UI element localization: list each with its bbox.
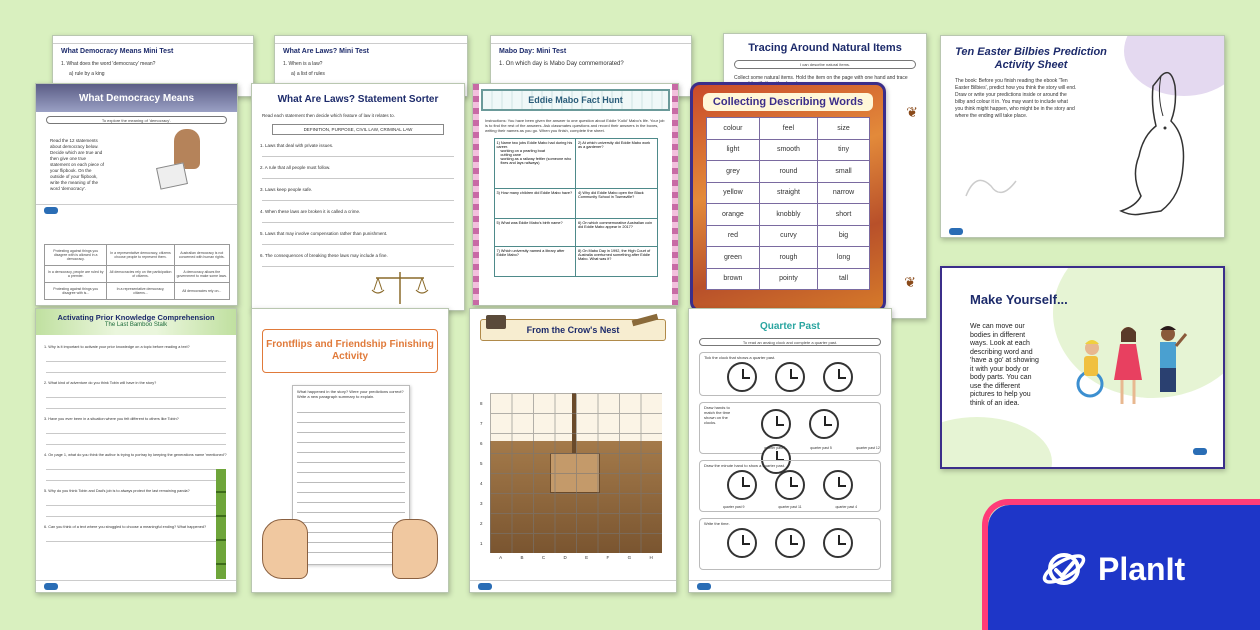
word-cell: round xyxy=(759,161,817,183)
table-row xyxy=(707,268,870,290)
instructions: Read each statement then decide which feature of law it relates to. xyxy=(262,113,395,118)
fact-cell: 4) Why did Eddie Mabo open the Black Community School in Townsville? xyxy=(576,189,658,219)
sheet-title: From the Crow's Nest xyxy=(526,325,620,335)
fact-bullet: working as a railway fettler (someone who fixes and lays railways) xyxy=(500,157,572,165)
word-cell: straight xyxy=(759,182,817,204)
page-footer xyxy=(689,580,891,592)
grid-label: 8 xyxy=(480,400,483,406)
children-illustration-icon xyxy=(1070,320,1190,420)
table-row xyxy=(707,204,870,226)
logo-icon xyxy=(949,228,963,235)
clock-label: quarter past 1 xyxy=(764,446,786,450)
word-cell: yellow xyxy=(707,182,760,204)
word-cell: smooth xyxy=(759,139,817,161)
question-text: 3. Have you ever been in a situation where you felt different to others like Tobin? xyxy=(44,417,179,421)
grid-label: D xyxy=(563,555,567,560)
title-banner xyxy=(36,84,237,112)
word-cell: brown xyxy=(707,268,760,290)
frontflips-sheet xyxy=(251,308,449,593)
sheet-title: What Democracy Means xyxy=(78,92,195,104)
name-date-strip xyxy=(491,36,691,44)
grid-label: G xyxy=(627,555,632,560)
easter-bilbies-sheet xyxy=(940,35,1225,238)
clock-icon xyxy=(775,528,805,558)
grid-label: H xyxy=(649,555,653,560)
statement-item: 4. When these laws are broken it is called a crime. xyxy=(260,209,361,214)
table-row xyxy=(707,139,870,161)
word-cell: light xyxy=(707,139,760,161)
task-instruction: Draw hands to match the time shown on the clocks. xyxy=(704,405,731,425)
instructions: Instructions: You have been given the answer to one question about Eddie 'Koiki' Mabo's life. Your job is to find the rest of the answers. Ask classmates questions and record their answers in the boxes, writing their names as you go. When you finish, complete the sheet. xyxy=(485,118,665,133)
statement-cell: Protesting against things you disagree with is... xyxy=(45,283,107,300)
task-panel xyxy=(699,460,881,512)
leaf-decoration-icon: ❦ xyxy=(904,274,916,290)
clock-icon xyxy=(823,528,853,558)
instructions: The book: Before you finish reading the ebook 'Ten Easter Bilbies', predict how you think the story will end. Draw or write your predictions inside or around the bilby and colour it in. You may want to include what you think might happen, who might be in the story and where the ending will take place. xyxy=(955,78,1077,119)
grid-label: 7 xyxy=(480,420,483,426)
learning-objective: To explore the meaning of 'democracy'. xyxy=(46,116,227,124)
sheet-title: Collecting Describing Words xyxy=(703,93,873,111)
bilby-outline-icon xyxy=(1101,66,1211,226)
clock-icon xyxy=(761,409,791,439)
fact-cell: 6) On which commemorative Australian coin did Eddie Mabo appear in 2017? xyxy=(576,219,658,247)
sheet-title: Quarter Past xyxy=(759,321,821,332)
word-cell: green xyxy=(707,247,760,269)
word-cell: tall xyxy=(818,268,870,290)
clock-icon xyxy=(823,470,853,500)
sheet-title: What Are Laws? Mini Test xyxy=(283,48,369,55)
column-header: feel xyxy=(759,118,817,140)
table-row xyxy=(707,182,870,204)
task-instruction: Write the time. xyxy=(704,521,730,526)
grid-label: A xyxy=(499,555,503,560)
task-instruction: Draw the minute hand to show a quarter past. xyxy=(704,463,785,468)
planet-logo-icon xyxy=(1040,545,1088,593)
question-text: 4. On page 1, what do you think the author is trying to portray by keeping the generations name 'mentioned'? xyxy=(44,453,227,457)
title-banner xyxy=(481,89,670,111)
instructions: Read the 12 statements about democracy below. Decide which are true and then give one true statement on each piece of your flipbook. On the outside of your flipbook, write the meaning of the word 'democracy'. xyxy=(50,138,105,191)
clock-icon xyxy=(727,470,757,500)
statements-table xyxy=(44,244,230,300)
question-text: 1. On which day is Mabo Day commemorated? xyxy=(499,61,624,67)
name-date-strip xyxy=(53,36,253,44)
describing-words-sheet xyxy=(690,82,886,312)
writing-prompt: Write a new paragraph summary to explain. xyxy=(297,394,375,399)
clock-label: quarter past 4 xyxy=(835,505,858,509)
name-date-strip xyxy=(275,36,467,44)
row-labels xyxy=(480,393,483,553)
swirl-decoration-icon xyxy=(961,166,1021,206)
task-panel xyxy=(699,402,881,454)
task-instruction: Tick the clock that shows a quarter past. xyxy=(704,355,776,360)
grid-label: B xyxy=(520,555,524,560)
sheet-title: Mabo Day: Mini Test xyxy=(499,48,567,55)
make-yourself-sheet xyxy=(940,266,1225,469)
pattern-border xyxy=(672,84,678,305)
right-hand-icon xyxy=(392,519,438,579)
question-text: 1) Name two jobs Eddie Mabo had during his career. xyxy=(496,141,573,149)
title-banner xyxy=(36,309,236,335)
clock-label: quarter past 12 xyxy=(856,446,880,450)
page-footer xyxy=(470,580,676,592)
fact-cell: 5) What was Eddie Mabo's birth name? xyxy=(494,219,576,247)
left-hand-icon xyxy=(262,519,308,579)
grid-label: 4 xyxy=(480,480,483,486)
statement-item: 1. Laws that deal with private issues. xyxy=(260,143,334,148)
grid-label: 6 xyxy=(480,440,483,446)
word-cell: grey xyxy=(707,161,760,183)
word-cell: small xyxy=(818,161,870,183)
clock-icon xyxy=(809,409,839,439)
word-cell: big xyxy=(818,225,870,247)
question-text: 1. Why is it important to activate your prior knowledge on a topic before reading a text? xyxy=(44,345,190,349)
logo-icon xyxy=(1193,448,1207,455)
page-footer xyxy=(36,580,236,592)
question-text: 1. What does the word 'democracy' mean? xyxy=(61,61,156,67)
statement-item: 5. Laws that may involve compensation rather than punishment. xyxy=(260,231,388,236)
fact-cell: 3) How many children did Eddie Mabo have? xyxy=(494,189,576,219)
answer-option: a) rule by a king xyxy=(69,71,105,77)
clock-icon xyxy=(727,528,757,558)
coordinate-grid xyxy=(490,393,662,553)
hand-ballot-illustration xyxy=(154,129,204,189)
fact-cell: 7) Which university named a library after Eddie Mabo? xyxy=(494,247,576,277)
statement-item: 2. A rule that all people must follow. xyxy=(260,165,331,170)
grid-label: C xyxy=(541,555,546,560)
categories-box: DEFINITION, PURPOSE, CIVIL LAW, CRIMINAL LAW xyxy=(272,124,444,135)
quarter-past-sheet xyxy=(688,308,892,593)
question-text: 5. Why do you think Tobin and Dad's job is to always protect the last remaining panda? xyxy=(44,489,190,493)
table-header-row xyxy=(707,118,870,140)
grid-label: 5 xyxy=(480,460,483,466)
task-panel xyxy=(699,518,881,570)
fact-bullet: cutting cane xyxy=(500,153,521,157)
treasure-chest-icon xyxy=(486,315,506,329)
statement-cell: In a representative democracy, citizens... xyxy=(107,283,174,300)
sheet-title: Make Yourself... xyxy=(970,292,1068,307)
brand-name: PlanIt xyxy=(1098,551,1186,587)
word-cell: red xyxy=(707,225,760,247)
word-cell: knobbly xyxy=(759,204,817,226)
question-text: 1. When is a law? xyxy=(283,61,323,67)
sheet-title: Tracing Around Natural Items xyxy=(748,42,902,54)
grid-label: 1 xyxy=(480,540,483,546)
clock-icon xyxy=(775,362,805,392)
question-text: 2. What kind of adventure do you think Tobin will have in the story? xyxy=(44,381,157,385)
clock-icon xyxy=(823,362,853,392)
democracy-means-sheet xyxy=(35,83,238,306)
word-cell: short xyxy=(818,204,870,226)
fact-bullet: working on a pearling boat xyxy=(500,149,546,153)
describing-words-table xyxy=(706,117,870,290)
statement-item: 3. Laws keep people safe. xyxy=(260,187,313,192)
crows-nest-sheet xyxy=(469,308,677,593)
table-row xyxy=(707,225,870,247)
green-blob-decoration xyxy=(940,417,1052,469)
writing-lines xyxy=(297,403,405,553)
scales-of-justice-icon xyxy=(370,270,430,306)
column-header: size xyxy=(818,118,870,140)
clock-label: quarter past 11 xyxy=(778,505,802,509)
page-footer xyxy=(36,204,237,214)
statement-cell: Protesting against things you disagree with is allowed in a democracy. xyxy=(45,245,107,266)
instructions: Collect some natural items. Hold the item on the page with one hand and trace xyxy=(734,75,908,81)
word-cell: rough xyxy=(759,247,817,269)
sheet-title: What Democracy Means Mini Test xyxy=(61,48,174,55)
grid-label: F xyxy=(606,555,610,560)
sheet-title: Ten Easter Bilbies Prediction Activity Sheet xyxy=(955,46,1107,71)
statement-cell: In a democracy, people are ruled by a premier. xyxy=(45,266,107,283)
learning-objective: I can describe natural items. xyxy=(734,60,916,69)
statement-cell: All democracies rely on... xyxy=(174,283,229,300)
fact-cell: 8) On Mabo Day in 1992, the High Court of Australia overturned something after Eddie Mabo. What was it? xyxy=(576,247,658,277)
ship-deck-illustration xyxy=(490,393,662,553)
sheet-title: What Are Laws? Statement Sorter xyxy=(277,94,439,105)
prior-knowledge-sheet xyxy=(35,308,237,593)
body-text: We can move our bodies in different ways. Look at each describing word and 'have a go' at showing it with your body or body parts. You can use the different pictures to help you think of an idea. xyxy=(970,323,1039,407)
leaf-decoration-icon: ❦ xyxy=(906,104,918,120)
fact-cell xyxy=(494,139,576,189)
word-cell: orange xyxy=(707,204,760,226)
table-row xyxy=(707,247,870,269)
statement-cell: A democracy allows the government to make some laws. xyxy=(174,266,229,283)
logo-icon xyxy=(44,207,58,214)
statement-cell: In a representative democracy, citizens choose people to represent them. xyxy=(107,245,174,266)
fact-hunt-table xyxy=(494,138,658,277)
learning-objective: To read an analog clock and complete a quarter past. xyxy=(699,338,881,346)
grid-label: E xyxy=(585,555,589,560)
fact-cell: 2) At which university did Eddie Mabo work as a gardener? xyxy=(576,139,658,189)
statement-item: 6. The consequences of breaking these laws may include a fine. xyxy=(260,253,388,258)
sheet-subtitle: The Last Bamboo Stalk xyxy=(104,322,168,328)
word-cell: tiny xyxy=(818,139,870,161)
column-header: colour xyxy=(707,118,760,140)
sheet-title: Eddie Mabo Fact Hunt xyxy=(528,95,623,105)
word-cell: curvy xyxy=(759,225,817,247)
table-row xyxy=(707,161,870,183)
bamboo-stalk-icon xyxy=(216,469,226,579)
clock-label: quarter past 9 xyxy=(722,505,745,509)
clock-icon xyxy=(727,362,757,392)
logo-icon xyxy=(44,583,58,590)
answer-option: a) a list of rules xyxy=(291,71,325,77)
logo-icon xyxy=(697,583,711,590)
statement-cell: Australian democracy is not concerned with human rights. xyxy=(174,245,229,266)
clock-label: quarter past 5 xyxy=(810,446,832,450)
column-labels xyxy=(490,555,662,560)
word-cell: narrow xyxy=(818,182,870,204)
title-banner xyxy=(262,329,438,373)
word-cell: pointy xyxy=(759,268,817,290)
word-cell: long xyxy=(818,247,870,269)
clock-icon xyxy=(775,470,805,500)
mabo-fact-hunt-sheet xyxy=(472,83,679,306)
logo-icon xyxy=(478,583,492,590)
pattern-border xyxy=(473,84,479,305)
statement-cell: All democracies rely on the participation of citizens. xyxy=(107,266,174,283)
planit-brand-badge xyxy=(988,505,1260,630)
laws-sorter-sheet xyxy=(251,83,465,311)
writing-prompt: What happened in the story? Were your predictions correct? xyxy=(297,389,404,394)
grid-label: 2 xyxy=(480,520,483,526)
question-text: 6. Can you think of a text where you struggled to choose a meaningful ending? What happened? xyxy=(44,525,207,529)
task-panel xyxy=(699,352,881,396)
sheet-title: Activating Prior Knowledge Comprehension xyxy=(57,313,215,322)
grid-label: 3 xyxy=(480,500,483,506)
sheet-title: Frontflips and Friendship Finishing Activity xyxy=(266,339,434,362)
